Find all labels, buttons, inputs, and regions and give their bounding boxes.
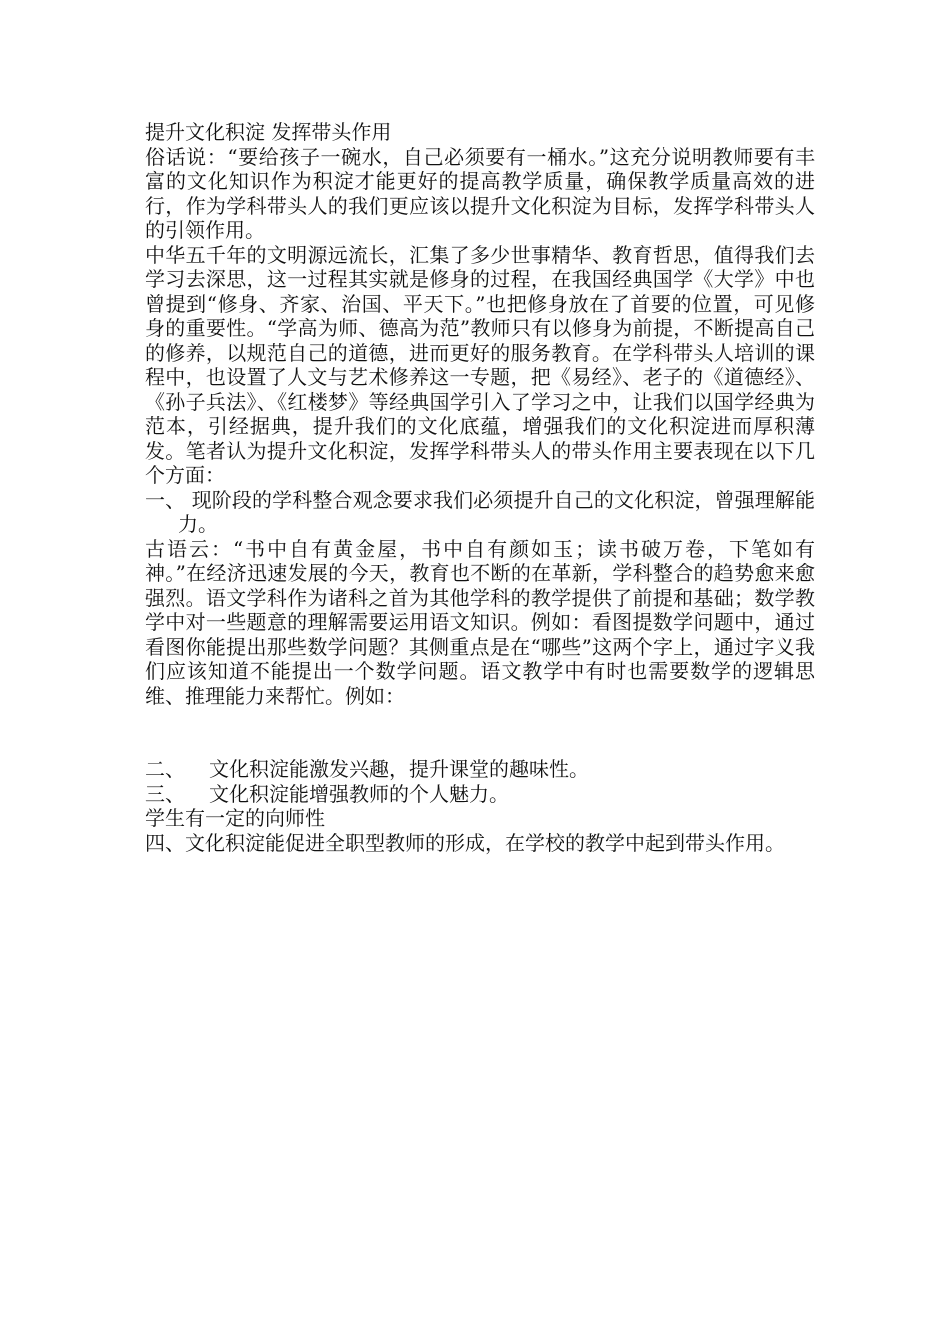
section-number-2: 二、 (145, 757, 185, 781)
section-text-2: 文化积淀能激发兴趣，提升课堂的趣味性。 (209, 757, 589, 781)
document-title: 提升文化积淀 发挥带头作用 (145, 120, 392, 144)
paragraph-culture: 中华五千年的文明源远流长，汇集了多少世事精华、教育哲思，值得我们去学习去深思，这一过程其实就是修身的过程，在我国经典国学《大学》中也曾提到“修身、齐家、治国、平天下。”也把修身放在了首要的位置，可见修身的重要性。“学高为师、德高为范”教师只有以修身为前提，不断提高自己的修养，以规范自己的道德，进而更好的服务教育。在学科带头人培训的课程中，也设置了人文与艺术修养这一专题，把《易经》、老子的《道德经》、《孙子兵法》、《红楼梦》等经典国学引入了学习之中，让我们以国学经典为范本，引经据典，提升我们的文化底蕴，增强我们的文化积淀进而厚积薄发。笔者认为提升文化积淀，发挥学科带头人的带头作用主要表现在以下几个方面： (145, 242, 815, 487)
section-text-3: 文化积淀能增强教师的个人魅力。 (209, 781, 509, 806)
section-heading-3 (145, 782, 815, 807)
blank-space (145, 708, 815, 757)
paragraph-students: 学生有一定的向师性 (145, 806, 325, 830)
section-heading-1: 一、 现阶段的学科整合观念要求我们必须提升自己的文化积淀，曾强理解能力。 (145, 487, 815, 536)
document-body (145, 120, 815, 855)
paragraph-quote: 古语云：“书中自有黄金屋，书中自有颜如玉；读书破万卷，下笔如有神。”在经济迅速发展的今天，教育也不断的在革新，学科整合的趋势愈来愈强烈。语文学科作为诸科之首为其他学科的教学提供了前提和基础；数学教学中对一些题意的理解需要运用语文知识。例如：看图提数学问题中，通过看图你能提出那些数学问题？其侧重点是在“哪些”这两个字上，通过字义我们应该知道不能提出一个数学问题。语文教学中有时也需要数学的逻辑思维、推理能力来帮忙。例如： (145, 536, 815, 708)
section-heading-4: 四、文化积淀能促进全职型教师的形成，在学校的教学中起到带头作用。 (145, 830, 785, 855)
section-number-3: 三、 (145, 781, 185, 806)
section-heading-2 (145, 757, 815, 782)
paragraph-intro: 俗话说：“要给孩子一碗水，自己必须要有一桶水。”这充分说明教师要有丰富的文化知识作为积淀才能更好的提高教学质量，确保教学质量高效的进行，作为学科带头人的我们更应该以提升文化积淀为目标，发挥学科带头人的引领作用。 (145, 144, 815, 242)
